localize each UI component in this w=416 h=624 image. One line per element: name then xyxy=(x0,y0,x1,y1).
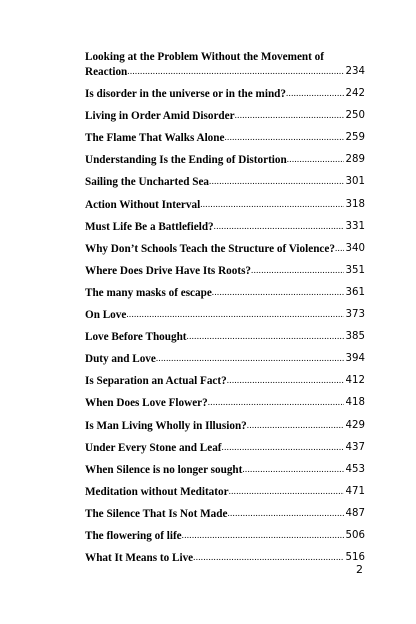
toc-entry[interactable] xyxy=(85,418,365,433)
toc-entry-title: The Flame That Walks Alone xyxy=(85,132,225,145)
dot-leader xyxy=(126,307,343,322)
toc-entry-title: Sailing the Uncharted Sea xyxy=(85,176,210,189)
toc-entry-page: 418 xyxy=(345,397,365,409)
dot-leader xyxy=(214,219,344,234)
table-of-contents xyxy=(85,50,365,572)
toc-entry[interactable] xyxy=(85,373,365,388)
toc-entry-page: 234 xyxy=(345,66,365,77)
toc-entry-page: 373 xyxy=(345,309,365,321)
toc-entry[interactable] xyxy=(85,152,365,167)
dot-leader xyxy=(287,152,344,167)
toc-entry[interactable] xyxy=(85,241,365,256)
dot-leader xyxy=(208,395,344,410)
toc-entry-page: 471 xyxy=(345,485,365,497)
toc-entry[interactable] xyxy=(85,174,365,189)
toc-entry-title: Why Don’t Schools Teach the Structure of Violence? xyxy=(85,242,335,255)
toc-entry-page: 394 xyxy=(345,353,365,365)
toc-entry-page: 250 xyxy=(345,110,365,122)
dot-leader xyxy=(251,263,344,278)
toc-entry-page: 361 xyxy=(345,286,365,298)
toc-entry-title: The flowering of life xyxy=(85,529,182,542)
dot-leader xyxy=(235,108,344,123)
toc-entry-page: 487 xyxy=(345,507,365,519)
toc-entry[interactable] xyxy=(85,197,365,212)
dot-leader xyxy=(212,285,344,300)
toc-entry-page: 429 xyxy=(345,419,365,431)
toc-entry[interactable] xyxy=(85,329,365,344)
toc-entry-title: Is disorder in the universe or in the mind? xyxy=(85,88,286,101)
toc-entry-title: Looking at the Problem Without the Movement of xyxy=(85,51,324,63)
toc-entry[interactable] xyxy=(85,528,365,543)
toc-entry-title: Under Every Stone and Leaf xyxy=(85,441,222,454)
toc-entry[interactable] xyxy=(85,285,365,300)
toc-entry-page: 506 xyxy=(345,529,365,541)
dot-leader xyxy=(209,174,344,189)
toc-entry[interactable] xyxy=(85,395,365,410)
dot-leader xyxy=(222,440,344,455)
toc-entry-page: 340 xyxy=(345,242,365,254)
dot-leader xyxy=(182,528,344,543)
toc-entry[interactable] xyxy=(85,550,365,565)
dot-leader xyxy=(335,241,344,256)
toc-entry-page: 385 xyxy=(345,331,365,343)
dot-leader xyxy=(200,197,343,212)
toc-entry[interactable] xyxy=(85,440,365,455)
toc-entry[interactable] xyxy=(85,263,365,278)
toc-entry-page: 318 xyxy=(345,198,365,210)
dot-leader xyxy=(187,329,344,344)
toc-entry-page: 331 xyxy=(345,220,365,232)
dot-leader xyxy=(156,351,344,366)
toc-entry-title: Where Does Drive Have Its Roots? xyxy=(85,264,252,277)
toc-entry-title: Love Before Thought xyxy=(85,331,187,344)
toc-entry[interactable] xyxy=(85,219,365,234)
dot-leader xyxy=(247,418,344,433)
dot-leader xyxy=(193,550,343,565)
toc-entry-title: Is Man Living Wholly in Illusion? xyxy=(85,419,247,432)
toc-entry-page: 301 xyxy=(345,176,365,188)
toc-entry-title: When Does Love Flower? xyxy=(85,397,208,410)
toc-entry-title: When Silence is no longer sought xyxy=(85,463,243,476)
toc-entry[interactable] xyxy=(85,307,365,322)
toc-entry[interactable] xyxy=(85,130,365,145)
page-number: 2 xyxy=(356,563,363,576)
toc-entry[interactable] xyxy=(85,462,365,477)
toc-entry-page: 242 xyxy=(345,88,365,100)
toc-entry-page: 259 xyxy=(345,132,365,144)
dot-leader xyxy=(242,462,343,477)
dot-leader xyxy=(227,506,343,521)
dot-leader xyxy=(286,86,344,101)
toc-entry-title: On Love xyxy=(85,309,127,322)
toc-entry-title: What It Means to Live xyxy=(85,552,194,565)
toc-entry-title-continued: Reaction xyxy=(85,66,128,78)
toc-entry-title: The Silence That Is Not Made xyxy=(85,507,228,520)
toc-entry-title: Living in Order Amid Disorder xyxy=(85,110,235,123)
toc-entry[interactable] xyxy=(85,50,365,79)
dot-leader xyxy=(224,130,343,145)
toc-entry[interactable] xyxy=(85,86,365,101)
toc-entry-page: 453 xyxy=(345,463,365,475)
toc-entry-title: Action Without Interval xyxy=(85,198,201,211)
toc-entry-title: Understanding Is the Ending of Distortion xyxy=(85,154,287,167)
dot-leader xyxy=(229,484,344,499)
toc-entry-title: Duty and Love xyxy=(85,353,156,366)
toc-entry[interactable] xyxy=(85,351,365,366)
toc-entry-page: 351 xyxy=(345,264,365,276)
toc-entry-page: 437 xyxy=(345,441,365,453)
toc-entry-page: 516 xyxy=(345,552,365,564)
toc-entry-title: Is Separation an Actual Fact? xyxy=(85,375,227,388)
toc-entry-title: The many masks of escape xyxy=(85,286,212,299)
toc-entry-page: 289 xyxy=(345,154,365,166)
toc-entry-title: Must Life Be a Battlefield? xyxy=(85,220,214,233)
toc-entry[interactable] xyxy=(85,506,365,521)
dot-leader xyxy=(227,373,344,388)
toc-entry-title: Meditation without Meditator xyxy=(85,485,229,498)
toc-entry[interactable] xyxy=(85,484,365,499)
toc-entry-page: 412 xyxy=(345,375,365,387)
dot-leader xyxy=(127,64,343,79)
toc-entry[interactable] xyxy=(85,108,365,123)
